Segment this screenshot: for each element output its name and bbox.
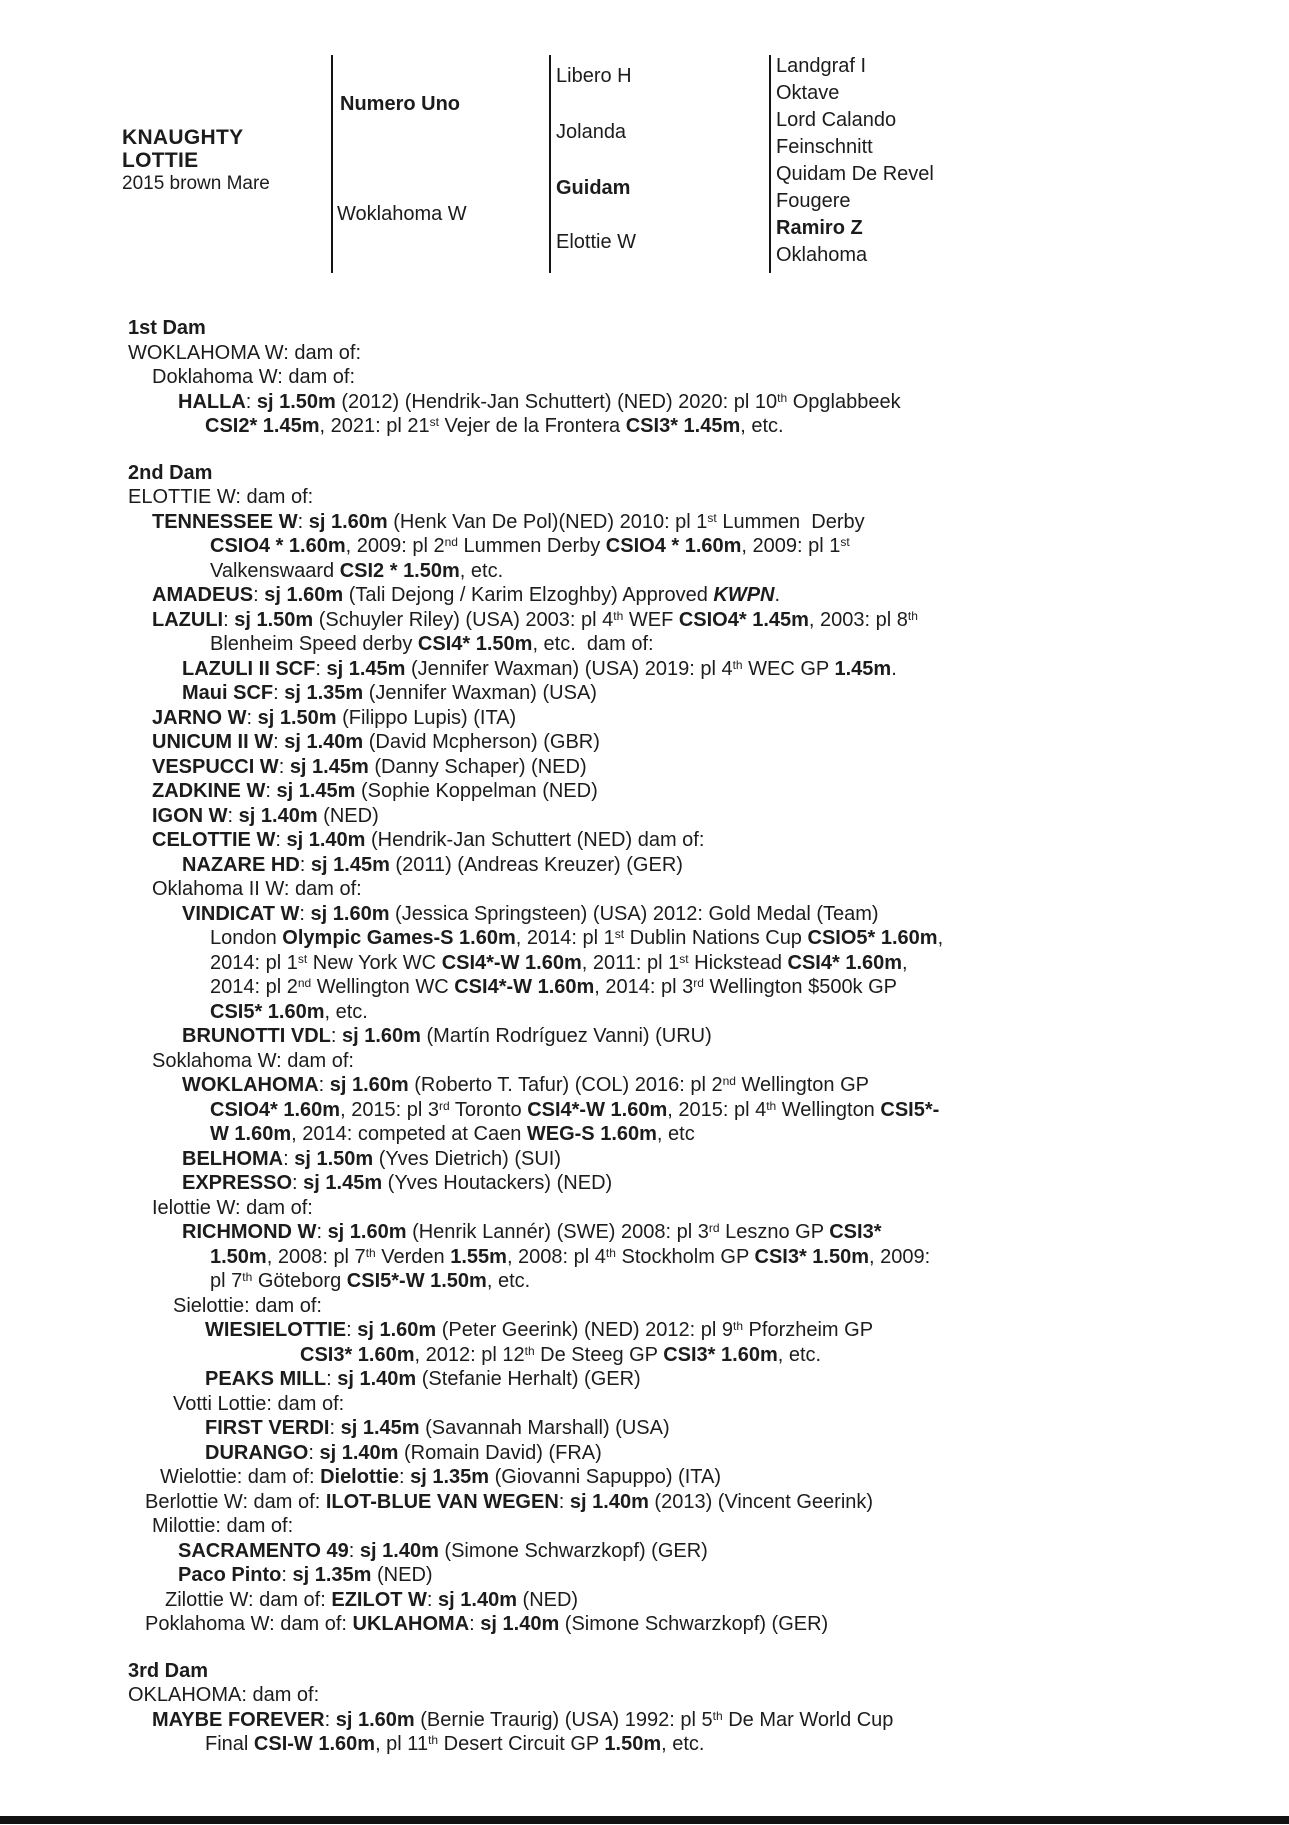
pedigree-sire-dam: Jolanda — [556, 121, 627, 143]
pedigree-text-line: PEAKS MILL: sj 1.40m (Stefanie Herhalt) (GER) — [205, 1368, 641, 1390]
dam-section — [0, 316, 1289, 439]
pedigree-ancestor: Quidam De Revel — [776, 163, 934, 185]
pedigree-text-line: Doklahoma W: dam of: — [152, 366, 356, 388]
pedigree-text-line: HALLA: sj 1.50m (2012) (Hendrik-Jan Schuttert) (NED) 2020: pl 10th Opglabbeek — [178, 390, 901, 413]
pedigree-ancestor: Lord Calando — [776, 109, 897, 131]
pedigree-text-line: Milottie: dam of: — [152, 1515, 294, 1537]
pedigree-text-line: Final CSI-W 1.60m, pl 11th Desert Circuit GP 1.50m, etc. — [205, 1733, 705, 1755]
pedigree-text-line: CSI5* 1.60m, etc. — [210, 1000, 368, 1023]
dam-section — [0, 1659, 1289, 1757]
pedigree-text-line: Maui SCF: sj 1.35m (Jennifer Waxman) (USA) — [182, 682, 597, 704]
dam-sections — [0, 316, 1289, 1757]
pedigree-text-line: ZADKINE W: sj 1.45m (Sophie Koppelman (NED) — [152, 780, 598, 802]
pedigree-text-line: VINDICAT W: sj 1.60m (Jessica Springsteen) (USA) 2012: Gold Medal (Team) — [182, 902, 879, 925]
pedigree-text-line: Valkenswaard CSI2 * 1.50m, etc. — [210, 559, 504, 582]
pedigree-text-line: AMADEUS: sj 1.60m (Tali Dejong / Karim Elzoghby) Approved KWPN. — [152, 584, 781, 606]
pedigree-text-line: SACRAMENTO 49: sj 1.40m (Simone Schwarzkopf) (GER) — [178, 1539, 708, 1562]
pedigree-text-line: IGON W: sj 1.40m (NED) — [152, 804, 379, 827]
pedigree-sire: Numero Uno — [340, 93, 460, 115]
subject-horse-details: 2015 brown Mare — [122, 173, 270, 194]
dam-section-heading: 2nd Dam — [128, 461, 213, 484]
pedigree-text-line: W 1.60m, 2014: competed at Caen WEG-S 1.60m, etc — [210, 1123, 695, 1145]
pedigree-text-line: Paco Pinto: sj 1.35m (NED) — [178, 1564, 433, 1586]
pedigree-text-line: JARNO W: sj 1.50m (Filippo Lupis) (ITA) — [152, 706, 517, 729]
pedigree-text-line: CSIO4* 1.60m, 2015: pl 3rd Toronto CSI4*-W 1.60m, 2015: pl 4th Wellington CSI5*- — [210, 1098, 940, 1121]
pedigree-ancestor: Landgraf I — [776, 55, 867, 77]
pedigree-text-line: Sielottie: dam of: — [173, 1294, 322, 1317]
dam-section — [0, 461, 1289, 1637]
pedigree-ancestor: Ramiro Z — [776, 217, 863, 239]
page-bottom-bar — [0, 1816, 1289, 1824]
pedigree-text-line: WOKLAHOMA W: dam of: — [128, 341, 362, 364]
pedigree-text-line: DURANGO: sj 1.40m (Romain David) (FRA) — [205, 1441, 602, 1464]
pedigree-text-line: Blenheim Speed derby CSI4* 1.50m, etc. dam of: — [210, 633, 654, 655]
pedigree-text-line: WOKLAHOMA: sj 1.60m (Roberto T. Tafur) (COL) 2016: pl 2nd Wellington GP — [182, 1074, 869, 1096]
pedigree-gen4-column — [776, 53, 934, 269]
pedigree-text-line: BELHOMA: sj 1.50m (Yves Dietrich) (SUI) — [182, 1147, 561, 1170]
pedigree-text-line: VESPUCCI W: sj 1.45m (Danny Schaper) (NED) — [152, 755, 587, 778]
pedigree-text-line: TENNESSEE W: sj 1.60m (Henk Van De Pol)(NED) 2010: pl 1st Lummen Derby — [152, 510, 865, 533]
pedigree-dam-dam: Elottie W — [556, 231, 637, 253]
pedigree-chart — [0, 0, 1289, 316]
pedigree-ancestor: Oktave — [776, 82, 840, 104]
pedigree-text-line: Wielottie: dam of: Dielottie: sj 1.35m (Giovanni Sapuppo) (ITA) — [160, 1466, 721, 1488]
pedigree-text-line: RICHMOND W: sj 1.60m (Henrik Lannér) (SWE) 2008: pl 3rd Leszno GP CSI3* — [182, 1221, 882, 1243]
pedigree-text-line: pl 7th Göteborg CSI5*-W 1.50m, etc. — [210, 1270, 531, 1292]
dam-section-heading: 3rd Dam — [128, 1659, 209, 1682]
pedigree-text-line: CSIO4 * 1.60m, 2009: pl 2nd Lummen Derby CSIO4 * 1.60m, 2009: pl 1st — [210, 535, 850, 557]
pedigree-text-line: 1.50m, 2008: pl 7th Verden 1.55m, 2008: pl 4th Stockholm GP CSI3* 1.50m, 2009: — [210, 1245, 931, 1268]
pedigree-text-line: Soklahoma W: dam of: — [152, 1049, 354, 1072]
pedigree-text-line: LAZULI: sj 1.50m (Schuyler Riley) (USA) 2003: pl 4th WEF CSIO4* 1.45m, 2003: pl 8th — [152, 608, 918, 631]
pedigree-divider-line-2 — [549, 55, 551, 273]
dam-section-heading: 1st Dam — [128, 317, 206, 339]
pedigree-text-line: EXPRESSO: sj 1.45m (Yves Houtackers) (NED) — [182, 1172, 613, 1194]
pedigree-text-line: LAZULI II SCF: sj 1.45m (Jennifer Waxman) (USA) 2019: pl 4th WEC GP 1.45m. — [182, 657, 897, 680]
pedigree-divider-line-1 — [331, 55, 333, 273]
pedigree-text-line: NAZARE HD: sj 1.45m (2011) (Andreas Kreuzer) (GER) — [182, 853, 683, 876]
pedigree-text-line: Votti Lottie: dam of: — [173, 1392, 345, 1415]
pedigree-text-line: FIRST VERDI: sj 1.45m (Savannah Marshall) (USA) — [205, 1417, 670, 1439]
pedigree-text-line: Ielottie W: dam of: — [152, 1196, 313, 1219]
pedigree-text-line: CSI2* 1.45m, 2021: pl 21st Vejer de la Frontera CSI3* 1.45m, etc. — [205, 415, 784, 437]
pedigree-text-line: Zilottie W: dam of: EZILOT W: sj 1.40m (NED) — [165, 1588, 579, 1611]
pedigree-sire-sire: Libero H — [556, 65, 632, 87]
subject-horse — [122, 126, 270, 195]
pedigree-text-line: 2014: pl 1st New York WC CSI4*-W 1.60m, 2011: pl 1st Hickstead CSI4* 1.60m, — [210, 951, 908, 974]
pedigree-dam: Woklahoma W — [337, 203, 467, 225]
pedigree-text-line: OKLAHOMA: dam of: — [128, 1684, 320, 1706]
pedigree-text-line: Poklahoma W: dam of: UKLAHOMA: sj 1.40m (Simone Schwarzkopf) (GER) — [145, 1613, 829, 1635]
pedigree-text-line: ELOTTIE W: dam of: — [128, 486, 314, 508]
pedigree-dam-sire: Guidam — [556, 177, 631, 199]
pedigree-text-line: Oklahoma II W: dam of: — [152, 878, 362, 900]
pedigree-text-line: BRUNOTTI VDL: sj 1.60m (Martín Rodríguez Vanni) (URU) — [182, 1025, 712, 1047]
pedigree-divider-line-3 — [769, 55, 771, 273]
pedigree-text-line: MAYBE FOREVER: sj 1.60m (Bernie Traurig) (USA) 1992: pl 5th De Mar World Cup — [152, 1708, 894, 1731]
pedigree-text-line: Berlottie W: dam of: ILOT-BLUE VAN WEGEN: sj 1.40m (2013) (Vincent Geerink) — [145, 1490, 874, 1513]
subject-horse-name-line1: KNAUGHTY — [122, 126, 244, 149]
pedigree-text-line: CELOTTIE W: sj 1.40m (Hendrik-Jan Schuttert (NED) dam of: — [152, 829, 705, 851]
subject-horse-name-line2: LOTTIE — [122, 149, 199, 172]
pedigree-text-line: WIESIELOTTIE: sj 1.60m (Peter Geerink) (NED) 2012: pl 9th Pforzheim GP — [205, 1319, 874, 1341]
pedigree-text-line: London Olympic Games-S 1.60m, 2014: pl 1st Dublin Nations Cup CSIO5* 1.60m, — [210, 927, 944, 949]
pedigree-text-line: CSI3* 1.60m, 2012: pl 12th De Steeg GP CSI3* 1.60m, etc. — [300, 1343, 822, 1366]
pedigree-ancestor: Fougere — [776, 190, 851, 212]
pedigree-ancestor: Feinschnitt — [776, 136, 873, 158]
pedigree-text-line: UNICUM II W: sj 1.40m (David Mcpherson) (GBR) — [152, 731, 600, 753]
pedigree-ancestor: Oklahoma — [776, 244, 868, 266]
pedigree-text-line: 2014: pl 2nd Wellington WC CSI4*-W 1.60m, 2014: pl 3rd Wellington $500k GP — [210, 976, 898, 998]
